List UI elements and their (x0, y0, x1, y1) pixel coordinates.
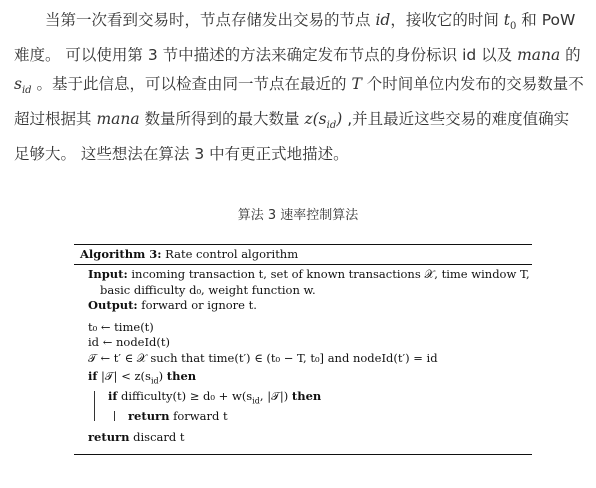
text-segment: 。基于此信息，可以检查由同一节点在最近的 (31, 75, 352, 94)
math-t: t (503, 11, 510, 29)
return-keyword: return (88, 430, 130, 445)
if2-condition-end: , |𝒯|) (259, 388, 292, 403)
algo-line-3: 𝒯 ← t′ ∈ 𝒳 such that time(t′) ∈ (t₀ − T, t₀] and nodeId(t′) = id (88, 350, 438, 365)
if2-keyword: if (108, 388, 118, 403)
math-z (304, 110, 343, 132)
math-s-id (14, 75, 32, 97)
output-label: Output: (88, 298, 138, 312)
text-segment: 数量所得到的最大数量 (139, 110, 305, 129)
if2-line (108, 389, 532, 409)
output-text: forward or ignore t. (137, 298, 257, 312)
math-s: s (14, 75, 22, 94)
input-text: incoming transaction t, set of known transactions 𝒳, time window T, basic difficulty d₀, weight function w. (100, 267, 530, 297)
algorithm-body (74, 265, 532, 446)
text-segment: 的 (560, 46, 581, 65)
then2-keyword: then (291, 388, 322, 403)
text-segment: 当第一次看到交易时，节点存储发出交易的节点 (45, 11, 376, 29)
text-segment: ，接收它的时间 (390, 11, 504, 29)
if-block (90, 389, 532, 424)
if-condition-end: ) (158, 369, 167, 383)
return-forward-text: forward t (169, 408, 228, 423)
math-sub: 0 (510, 21, 517, 33)
math-z-open: z(s (304, 110, 327, 129)
math-T: T (351, 75, 362, 94)
math-mana: mana (517, 46, 561, 65)
body-paragraph (14, 6, 584, 169)
text-segment: ,并且最近这些交易的难度值确实足够大。 这些想法在算法 3 中有更正式地描述。 (14, 110, 570, 164)
algo-line-1: t₀ ← time(t) (88, 319, 154, 334)
algorithm-label: Algorithm 3: (80, 247, 162, 261)
if2-condition: difficulty(t) ≥ d₀ + w(s (117, 388, 253, 403)
math-t0 (503, 11, 517, 33)
bottom-rule (74, 454, 532, 455)
if-line (88, 369, 532, 389)
algorithm-title: Rate control algorithm (161, 247, 299, 261)
return-discard-line (88, 430, 532, 446)
if-keyword: if (88, 369, 98, 383)
algorithm-box (74, 244, 532, 455)
algorithm-header (74, 245, 532, 264)
then-keyword: then (166, 369, 197, 383)
output-line (88, 298, 532, 314)
math-sub: id (21, 85, 32, 97)
if2-sub: id (252, 396, 260, 406)
if-condition: |𝒯| < z(s (97, 369, 151, 383)
algorithm-caption: 算法 3 速率控制算法 (237, 208, 359, 223)
math-mana: mana (96, 110, 140, 129)
input-line (88, 267, 532, 298)
input-label: Input: (88, 267, 128, 281)
return-discard-text: discard t (129, 430, 185, 445)
return-keyword: return (128, 408, 170, 423)
if-sub: id (150, 376, 159, 386)
algo-line-2: id ← nodeId(t) (88, 335, 170, 349)
return-forward-line (128, 409, 532, 425)
text-segment: 个时间单位内发布的交易数量不超过根据其 (14, 75, 584, 129)
text-segment: 和 PoW 难度。 可以使用第 3 节中描述的方法来确定发布节点的身份标识 id 以及 (14, 11, 576, 65)
if2-block (110, 409, 532, 425)
math-z-close: ) (336, 110, 343, 129)
math-sub: id (326, 120, 337, 132)
math-id: id (375, 11, 391, 29)
